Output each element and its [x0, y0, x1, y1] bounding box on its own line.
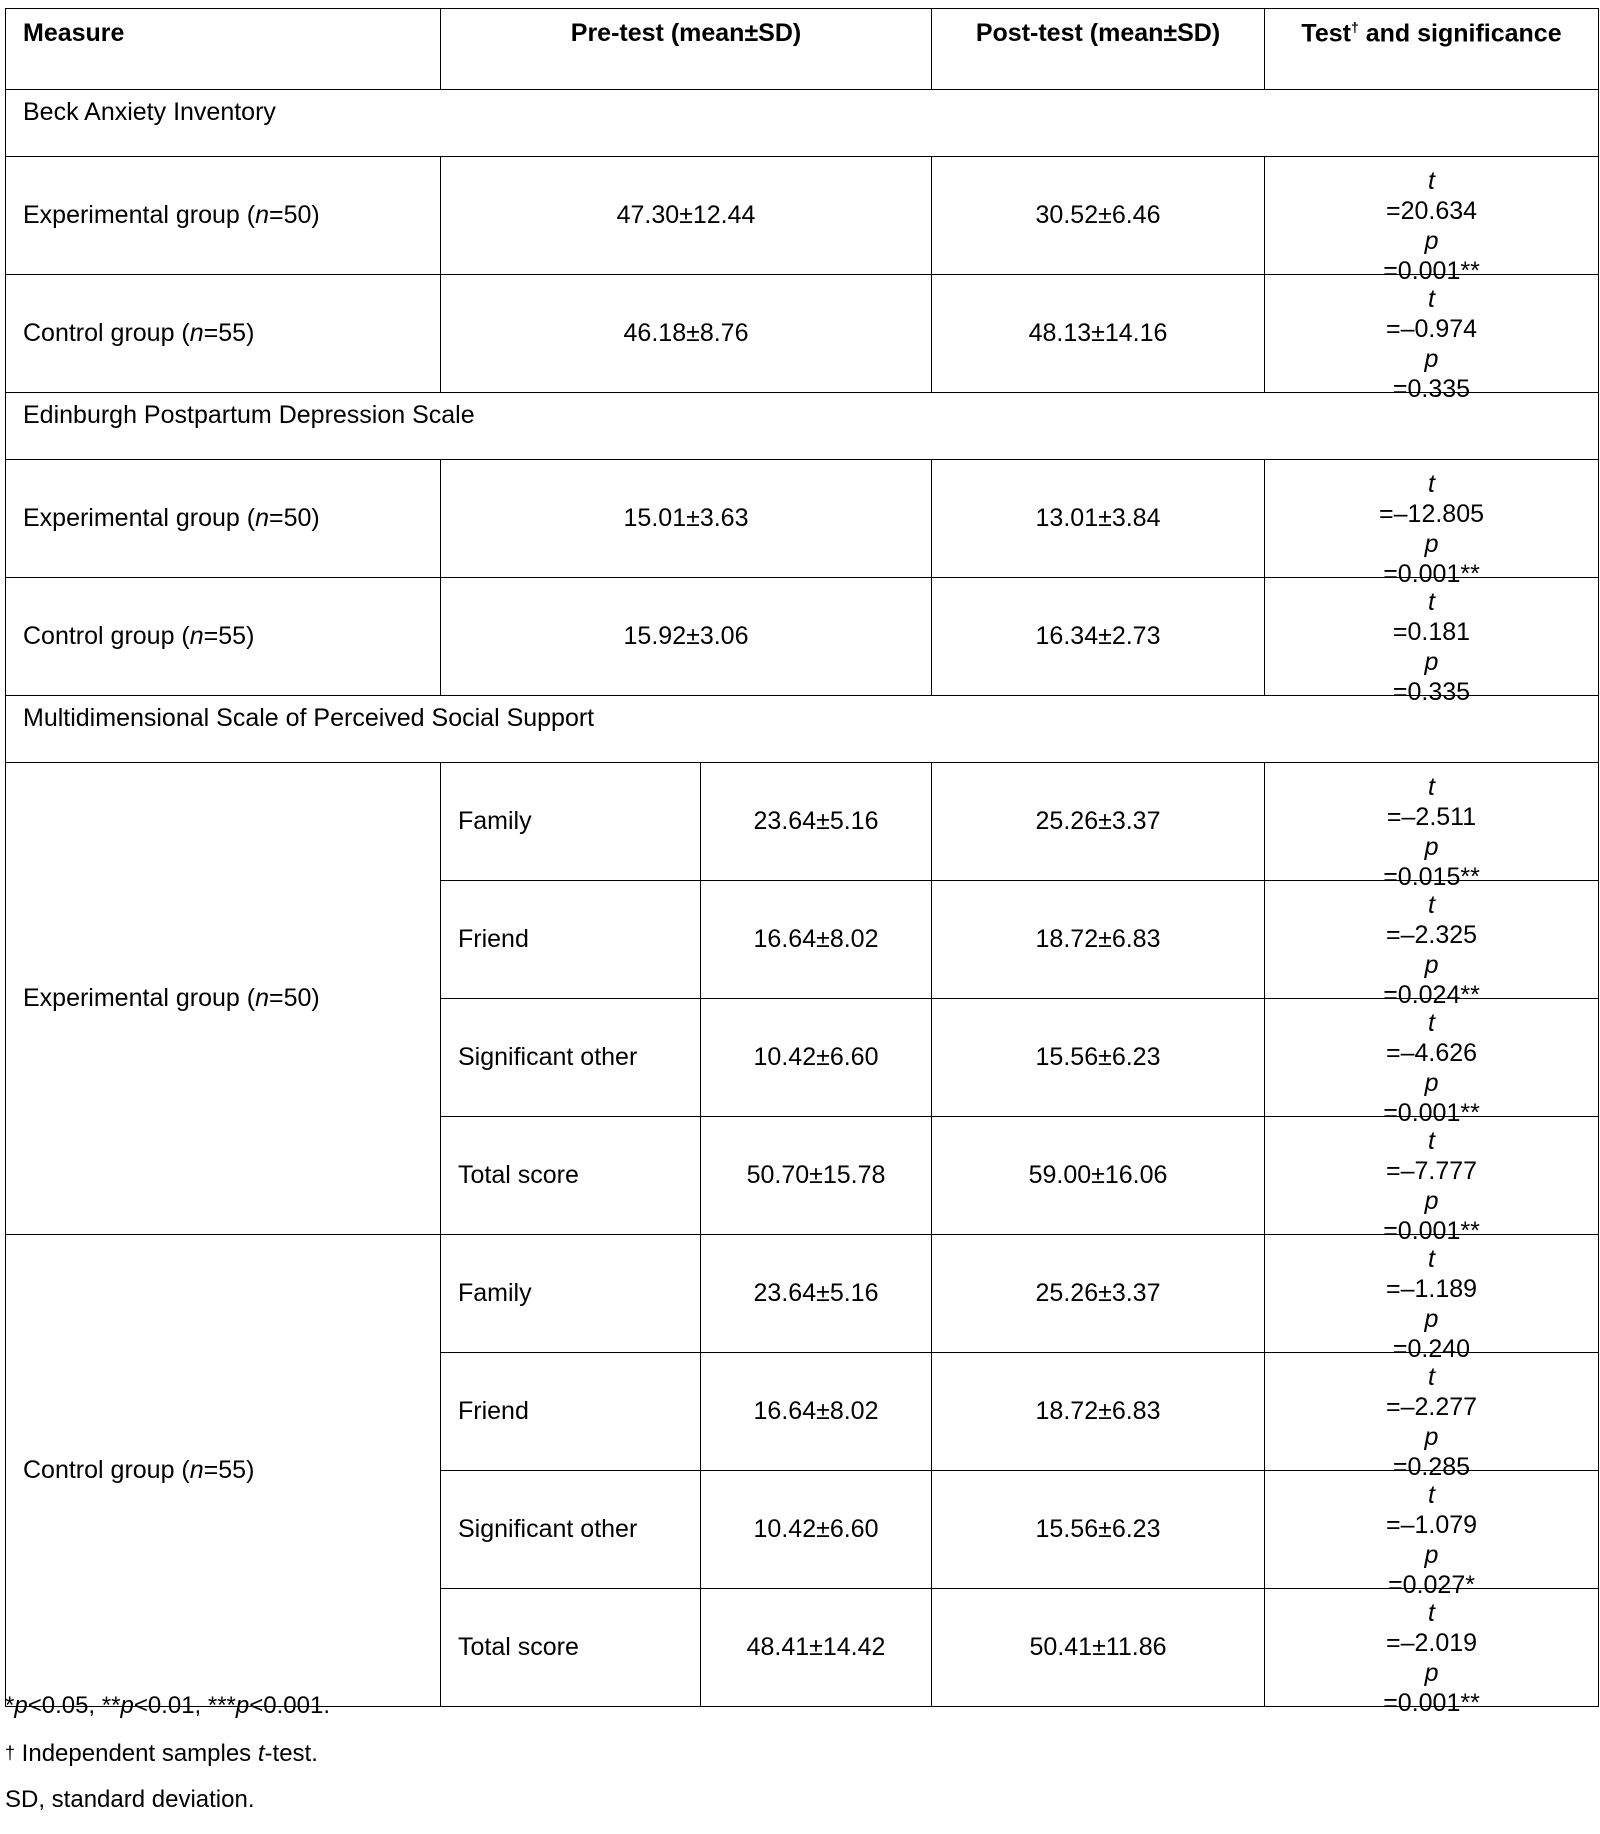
- table-row: [6, 275, 1599, 393]
- pre-test-value: 23.64±5.16: [701, 1235, 932, 1353]
- pre-test-value: 16.64±8.02: [701, 1353, 932, 1471]
- p-value: p =0.335: [1392, 344, 1471, 403]
- footnote-sd: SD, standard deviation.: [5, 1786, 255, 1813]
- test-significance-cell: [1265, 157, 1599, 285]
- pre-test-value: 50.70±15.78: [701, 1117, 932, 1235]
- post-test-value: 16.34±2.73: [932, 578, 1265, 696]
- subscale-label: Friend: [441, 881, 701, 999]
- subscale-label: Total score: [441, 1117, 701, 1235]
- subscale-label: Family: [441, 1235, 701, 1353]
- p-value: p =0.240: [1392, 1304, 1471, 1363]
- group-label-control: Control group (n=55): [6, 1235, 441, 1707]
- p-value: p =0.001**: [1383, 1186, 1480, 1245]
- t-statistic: t =–1.189: [1385, 1244, 1478, 1303]
- group-label-experimental: Experimental group (n=50): [6, 460, 441, 578]
- results-table-container: [5, 8, 1598, 1717]
- header-test-significance: Test† and significance: [1265, 9, 1599, 90]
- t-statistic: t =–12.805: [1379, 469, 1484, 528]
- test-significance-cell: [1265, 1589, 1599, 1717]
- test-significance-cell: [1265, 881, 1599, 1009]
- pre-test-value: 15.01±3.63: [441, 460, 932, 578]
- test-significance-cell: [1265, 460, 1599, 588]
- group-label-control: Control group (n=55): [6, 578, 441, 696]
- test-significance-cell: [1265, 578, 1599, 706]
- pre-test-value: 15.92±3.06: [441, 578, 932, 696]
- t-statistic: t =–2.277: [1385, 1362, 1478, 1421]
- subscale-label: Significant other: [441, 999, 701, 1117]
- post-test-value: 25.26±3.37: [932, 1235, 1265, 1353]
- p-value: p =0.015**: [1383, 832, 1480, 891]
- t-statistic: t =–2.511: [1386, 772, 1477, 831]
- group-label-experimental: Experimental group (n=50): [6, 763, 441, 1235]
- header-measure: Measure: [6, 9, 441, 90]
- table-row: [6, 1235, 1599, 1353]
- p-value: p =0.001**: [1383, 226, 1480, 285]
- table-row: [6, 157, 1599, 275]
- p-value: p =0.335: [1392, 647, 1471, 706]
- pre-test-value: 16.64±8.02: [701, 881, 932, 999]
- post-test-value: 13.01±3.84: [932, 460, 1265, 578]
- p-value: p =0.001**: [1383, 1658, 1480, 1717]
- post-test-value: 59.00±16.06: [932, 1117, 1265, 1235]
- header-row: [6, 9, 1599, 90]
- header-post-test: Post-test (mean±SD): [932, 9, 1265, 90]
- post-test-value: 15.56±6.23: [932, 999, 1265, 1117]
- section-title-bai: Beck Anxiety Inventory: [6, 90, 1599, 157]
- t-statistic: t =20.634: [1385, 166, 1478, 225]
- subscale-label: Friend: [441, 1353, 701, 1471]
- t-statistic: t =–2.019: [1385, 1598, 1478, 1657]
- p-value: p =0.027*: [1388, 1540, 1475, 1599]
- t-statistic: t =–2.325: [1385, 890, 1478, 949]
- post-test-value: 18.72±6.83: [932, 1353, 1265, 1471]
- table-footnotes: [5, 1693, 330, 1834]
- pre-test-value: 47.30±12.44: [441, 157, 932, 275]
- post-test-value: 48.13±14.16: [932, 275, 1265, 393]
- test-significance-cell: [1265, 1471, 1599, 1599]
- section-row-bai: [6, 90, 1599, 157]
- section-row-epds: [6, 393, 1599, 460]
- footnote-significance: *p<0.05, **p<0.01, ***p<0.001.: [5, 1692, 331, 1719]
- p-value: p =0.024**: [1383, 950, 1480, 1009]
- header-pre-test: Pre-test (mean±SD): [441, 9, 932, 90]
- p-value: p =0.285: [1392, 1422, 1471, 1481]
- pre-test-value: 46.18±8.76: [441, 275, 932, 393]
- test-significance-cell: [1265, 275, 1599, 403]
- t-statistic: t =–1.079: [1385, 1480, 1478, 1539]
- t-statistic: t =0.181: [1392, 587, 1471, 646]
- group-label-control: Control group (n=55): [6, 275, 441, 393]
- post-test-value: 30.52±6.46: [932, 157, 1265, 275]
- test-significance-cell: [1265, 999, 1599, 1127]
- t-statistic: t =–7.777: [1385, 1126, 1478, 1185]
- test-significance-cell: [1265, 1353, 1599, 1481]
- t-statistic: t =–0.974: [1385, 284, 1478, 343]
- t-statistic: t =–4.626: [1385, 1008, 1478, 1067]
- table-row: [6, 460, 1599, 578]
- post-test-value: 15.56±6.23: [932, 1471, 1265, 1589]
- p-value: p =0.001**: [1383, 529, 1480, 588]
- table-row: [6, 763, 1599, 881]
- group-label-experimental: Experimental group (n=50): [6, 157, 441, 275]
- pre-test-value: 10.42±6.60: [701, 1471, 932, 1589]
- section-row-mspss: [6, 696, 1599, 763]
- p-value: p =0.001**: [1383, 1068, 1480, 1127]
- results-table: [5, 8, 1599, 1717]
- post-test-value: 25.26±3.37: [932, 763, 1265, 881]
- subscale-label: Total score: [441, 1589, 701, 1707]
- section-title-epds: Edinburgh Postpartum Depression Scale: [6, 393, 1599, 460]
- subscale-label: Family: [441, 763, 701, 881]
- section-title-mspss: Multidimensional Scale of Perceived Social Support: [6, 696, 1599, 763]
- subscale-label: Significant other: [441, 1471, 701, 1589]
- table-row: [6, 578, 1599, 696]
- pre-test-value: 48.41±14.42: [701, 1589, 932, 1707]
- pre-test-value: 23.64±5.16: [701, 763, 932, 881]
- test-significance-cell: [1265, 763, 1599, 891]
- test-significance-cell: [1265, 1117, 1599, 1245]
- post-test-value: 50.41±11.86: [932, 1589, 1265, 1707]
- pre-test-value: 10.42±6.60: [701, 999, 932, 1117]
- test-significance-cell: [1265, 1235, 1599, 1363]
- post-test-value: 18.72±6.83: [932, 881, 1265, 999]
- footnote-dagger: † Independent samples t-test.: [5, 1740, 318, 1767]
